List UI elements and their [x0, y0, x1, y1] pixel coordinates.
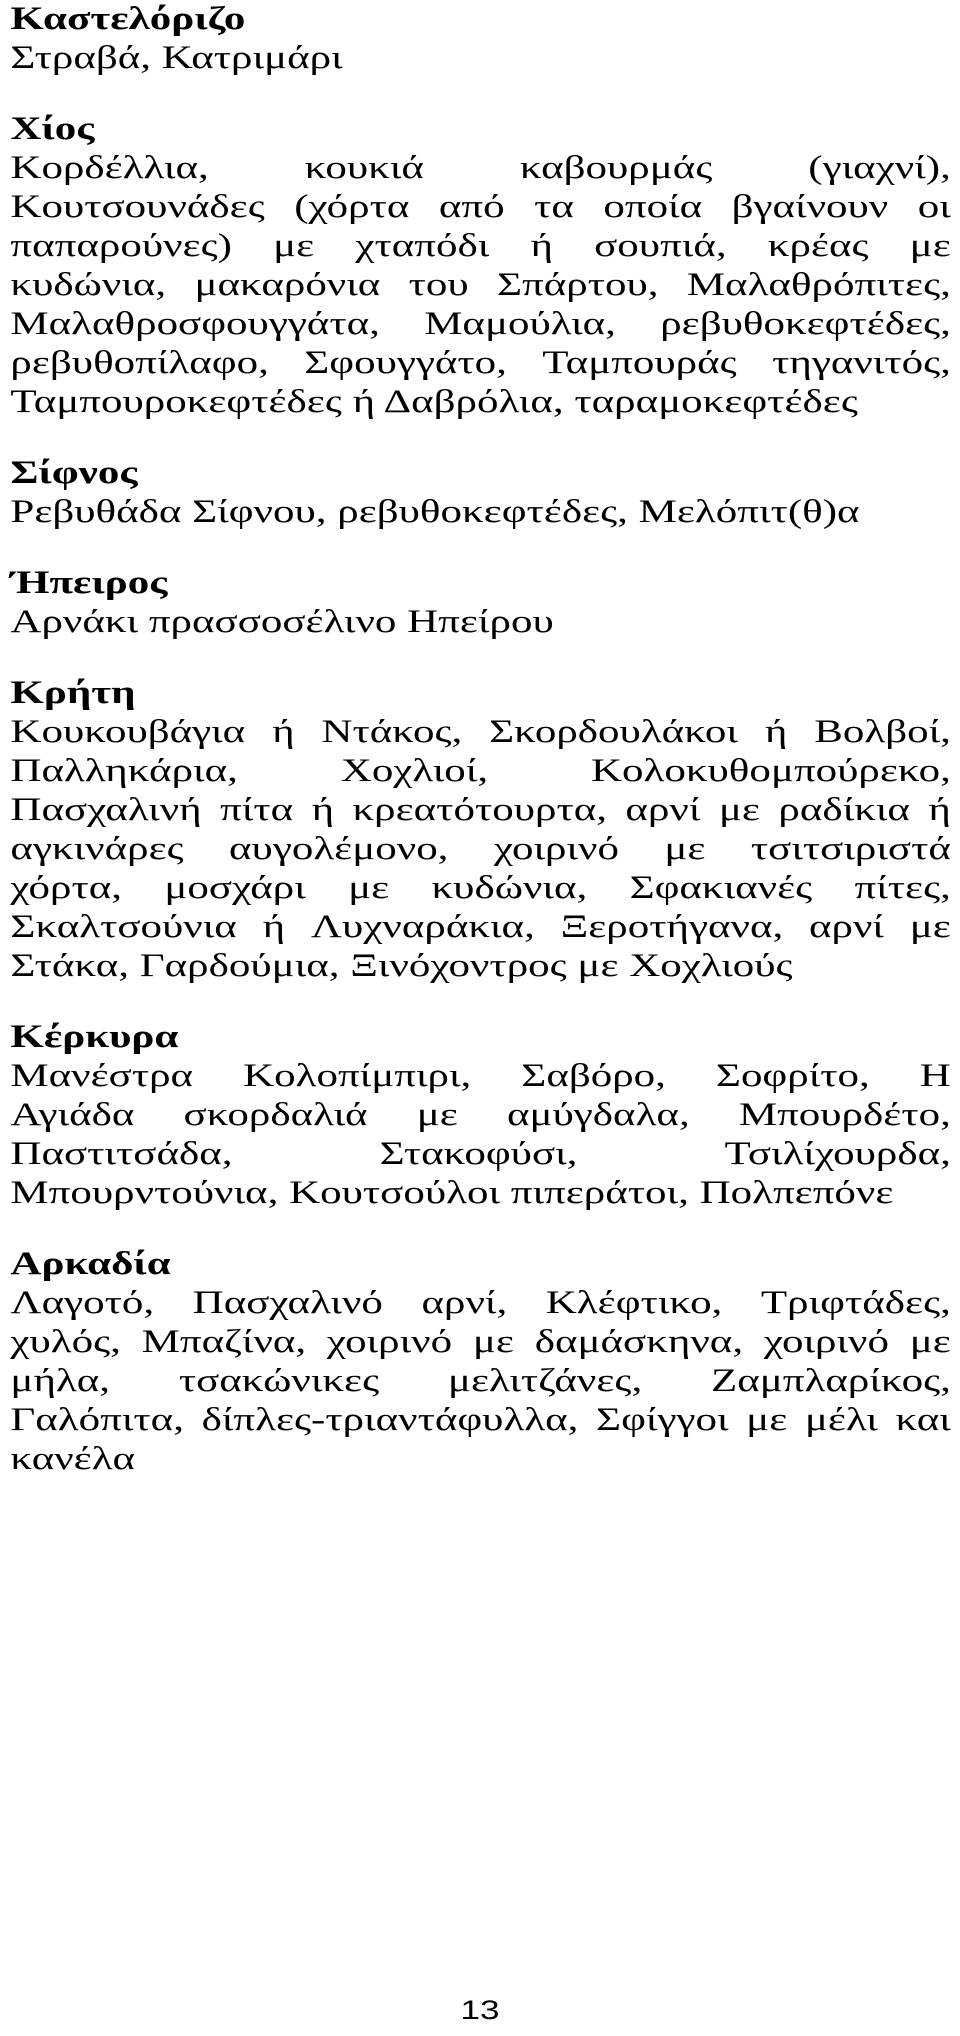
word: μέλι: [804, 1402, 878, 1438]
dish-line: [10, 227, 950, 266]
word: με: [348, 870, 390, 906]
word: σκορδαλιά: [183, 1097, 368, 1133]
word: και: [895, 1402, 951, 1438]
word: Ντάκος,: [321, 714, 463, 750]
word: Λυχναράκια,: [310, 909, 535, 945]
region-heading-arkadia: Αρκαδία: [10, 1246, 171, 1282]
word: Σφακιανές: [629, 870, 813, 906]
word: ραδίκια: [778, 792, 910, 828]
word: Μανέστρα: [10, 1058, 194, 1094]
word: Μπουρδέτο,: [738, 1097, 951, 1133]
dish-line: [10, 713, 950, 752]
word: παπαρούνες): [10, 228, 232, 264]
word: Σπάρτου,: [497, 267, 659, 303]
word: ή: [764, 714, 788, 750]
word: μακαρόνια: [194, 267, 381, 303]
dish-line: [10, 1096, 950, 1135]
word: δαμάσκηνα,: [534, 1324, 744, 1360]
word: τα: [534, 189, 574, 225]
word: Μαμούλια,: [424, 306, 616, 342]
region-heading-kerkyra: Κέρκυρα: [10, 1019, 179, 1055]
word: από: [438, 189, 505, 225]
region-heading-kastelorizo: Καστελόριζο: [10, 1, 246, 37]
word: Γαλόπιτα,: [10, 1402, 184, 1438]
word: χοιρινό: [763, 1324, 890, 1360]
word: Κλέφτικο,: [545, 1285, 723, 1321]
word: Κολοπίμπιρι,: [243, 1058, 472, 1094]
word: χυλός,: [10, 1324, 121, 1360]
word: πίτες,: [854, 870, 951, 906]
dish-line: [10, 1362, 950, 1401]
word: αμύγδαλα,: [506, 1097, 690, 1133]
word: χόρτα,: [10, 870, 123, 906]
word: δίπλες-τριαντάφυλλα,: [201, 1402, 579, 1438]
dish-line: Στάκα, Γαρδούμια, Ξινόχοντρος με Χοχλιούς: [10, 948, 793, 984]
word: Μαλαθρόπιτες,: [686, 267, 951, 303]
dish-line: Αρνάκι πρασσοσέλινο Ηπείρου: [10, 604, 554, 640]
word: τηγανιτός,: [772, 345, 951, 381]
word: Τσιλίχουρδα,: [724, 1136, 951, 1172]
dish-line: [10, 1135, 950, 1174]
word: Σαβόρο,: [521, 1058, 666, 1094]
word: (χόρτα: [294, 189, 410, 225]
word: ή: [262, 909, 286, 945]
word: Σκορδουλάκοι: [489, 714, 738, 750]
word: Ταμπουράς: [542, 345, 737, 381]
word: Παστιτσάδα,: [10, 1136, 233, 1172]
word: Μαλαθροσφουγγάτα,: [10, 306, 380, 342]
dish-line: [10, 791, 950, 830]
word: αγκινάρες: [10, 831, 184, 867]
word: Κορδέλλια,: [10, 150, 209, 186]
word: τσιτσιριστά: [750, 831, 951, 867]
word: μήλα,: [10, 1363, 111, 1399]
word: μελιτζάνες,: [447, 1363, 643, 1399]
dish-line: Στραβά, Κατριμάρι: [10, 40, 343, 76]
word: Κουτσουνάδες: [10, 189, 265, 225]
word: Αγιάδα: [10, 1097, 135, 1133]
dish-line: Ρεβυθάδα Σίφνου, ρεβυθοκεφτέδες, Μελόπιτ(θ)α: [10, 494, 860, 530]
dish-line: [10, 344, 950, 383]
word: Λαγοτό,: [10, 1285, 155, 1321]
word: μοσχάρι: [164, 870, 306, 906]
word: Ζαμπλαρίκος,: [710, 1363, 951, 1399]
section-ipeiros: [10, 564, 950, 642]
dish-line: [10, 1057, 950, 1096]
word: σουπιά,: [594, 228, 727, 264]
word: κουκιά: [304, 150, 424, 186]
dish-line: [10, 908, 950, 947]
word: αυγολέμονο,: [229, 831, 449, 867]
word: κυδώνια,: [431, 870, 588, 906]
section-kriti: [10, 674, 950, 986]
word: (γιαχνί),: [808, 150, 951, 186]
word: του: [408, 267, 469, 303]
word: Βολβοί,: [814, 714, 951, 750]
word: Τριφτάδες,: [760, 1285, 951, 1321]
dish-line: [10, 1401, 950, 1440]
word: Σοφρίτο,: [715, 1058, 870, 1094]
word: Μπαζίνα,: [141, 1324, 307, 1360]
dish-line: [10, 305, 950, 344]
dish-line: [10, 830, 950, 869]
word: ή: [272, 714, 295, 750]
page-content: [10, 0, 950, 1479]
word: με: [909, 228, 951, 264]
dish-line: [10, 869, 950, 908]
word: πίτα: [220, 792, 294, 828]
word: αρνί: [625, 792, 701, 828]
word: Κολοκυθομπούρεκο,: [590, 753, 951, 789]
word: Σφίγγοι: [596, 1402, 729, 1438]
dish-line: [10, 188, 950, 227]
word: χοιρινό: [493, 831, 619, 867]
dish-line: κανέλα: [10, 1441, 136, 1477]
dish-line: [10, 1284, 950, 1323]
word: βγαίνουν: [731, 189, 889, 225]
word: Παλληκάρια,: [10, 753, 238, 789]
page-number: 13: [460, 1995, 500, 2025]
section-kerkyra: [10, 1018, 950, 1213]
word: ρεβυθοπίλαφο,: [10, 345, 269, 381]
word: κρέας: [767, 228, 869, 264]
region-heading-ipeiros: Ήπειρος: [10, 565, 168, 601]
region-heading-chios: Χίος: [10, 111, 95, 147]
word: χοιρινό: [326, 1324, 453, 1360]
word: οι: [917, 189, 951, 225]
word: με: [664, 831, 706, 867]
dish-line: [10, 1323, 950, 1362]
section-sifnos: [10, 454, 950, 532]
dish-line: [10, 752, 950, 791]
word: Στακοφύσι,: [379, 1136, 578, 1172]
word: με: [909, 909, 951, 945]
region-heading-kriti: Κρήτη: [10, 675, 136, 711]
word: Ξεροτήγανα,: [560, 909, 784, 945]
word: Σφουγγάτο,: [304, 345, 507, 381]
word: Η: [919, 1058, 951, 1094]
word: Πασχαλινή: [10, 792, 202, 828]
word: Κουκουβάγια: [10, 714, 246, 750]
word: αρνί,: [421, 1285, 508, 1321]
section-arkadia: [10, 1245, 950, 1479]
word: Σκαλτσούνια: [10, 909, 237, 945]
word: ρεβυθοκεφτέδες,: [660, 306, 951, 342]
word: με: [273, 228, 315, 264]
word: Πασχαλινό: [192, 1285, 383, 1321]
section-chios: [10, 110, 950, 422]
word: τσακώνικες: [178, 1363, 380, 1399]
dish-line: [10, 266, 950, 305]
dish-line: [10, 149, 950, 188]
word: ή: [530, 228, 553, 264]
word: χταπόδι: [355, 228, 490, 264]
section-kastelorizo: [10, 0, 950, 78]
word: οποία: [603, 189, 703, 225]
dish-line: Μπουρντούνια, Κουτσούλοι πιπεράτοι, Πολπεπόνε: [10, 1175, 894, 1211]
word: με: [718, 792, 760, 828]
word: με: [746, 1402, 788, 1438]
word: με: [472, 1324, 514, 1360]
dish-line: Ταμπουροκεφτέδες ή Δαβρόλια, ταραμοκεφτέδες: [10, 384, 858, 420]
region-heading-sifnos: Σίφνος: [10, 455, 138, 491]
word: κυδώνια,: [10, 267, 167, 303]
word: κρεατότουρτα,: [352, 792, 607, 828]
word: αρνί: [808, 909, 884, 945]
word: ή: [311, 792, 335, 828]
word: με: [909, 1324, 951, 1360]
word: καβουρμάς: [519, 150, 713, 186]
word: ή: [928, 792, 951, 828]
word: με: [416, 1097, 458, 1133]
word: Χοχλιοί,: [340, 753, 489, 789]
